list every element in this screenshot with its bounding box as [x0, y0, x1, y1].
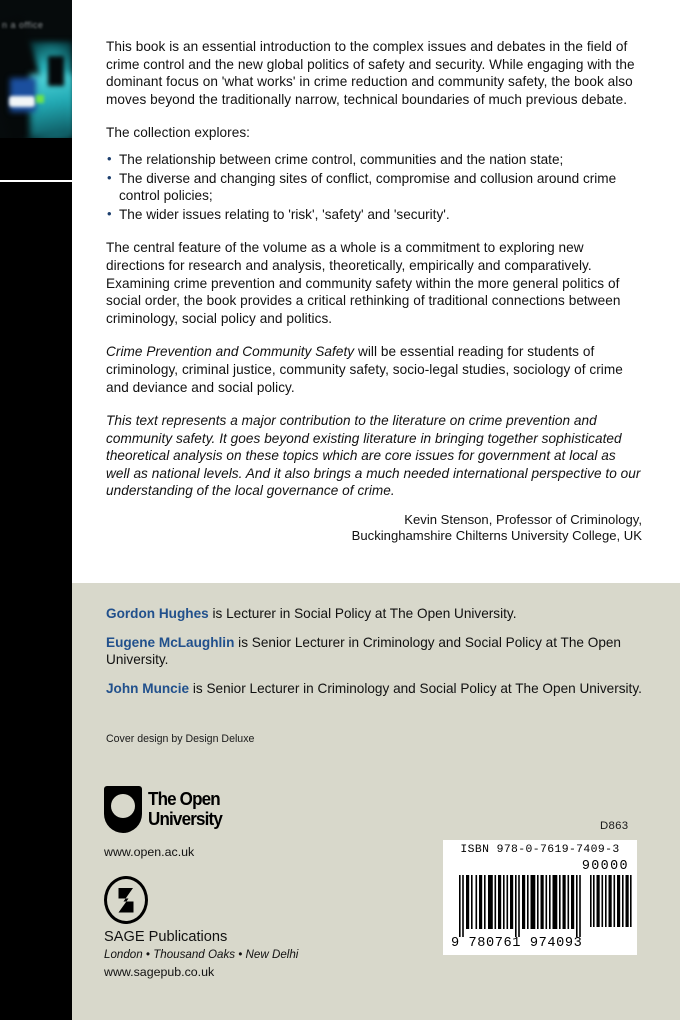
shield-circle-cutout [111, 794, 135, 818]
shield-icon [104, 786, 142, 833]
open-university-logo [104, 786, 324, 834]
ean-digits: 9 780761 974093 [451, 936, 583, 951]
spine-strip [0, 0, 72, 1020]
collection-explores-lead: The collection explores: [106, 125, 251, 141]
explores-list [106, 151, 642, 223]
sage-imprint-block [104, 928, 298, 980]
audience-paragraph [106, 343, 642, 396]
cover-photo-wrap [0, 0, 72, 138]
photo-dark-notch [48, 56, 64, 86]
author-bio [106, 634, 680, 669]
open-university-url[interactable]: www.open.ac.uk [104, 845, 195, 859]
photo-green-accent [36, 95, 44, 103]
author-bio [106, 680, 680, 698]
author-bio [106, 605, 680, 623]
spine-divider-rule [0, 180, 72, 182]
sage-logo [104, 876, 150, 926]
endorser-institution: Buckinghamshire Chilterns University College, UK [351, 528, 642, 544]
ean13-bars [459, 875, 581, 937]
author-description: is Lecturer in Social Policy at The Open University. [208, 606, 517, 621]
author-name: John Muncie [106, 680, 190, 696]
sage-publisher-name: SAGE Publications [104, 929, 228, 945]
photo-white-highlight [9, 96, 35, 107]
author-name: Eugene McLaughlin [106, 634, 235, 650]
list-item: • The relationship between crime control, communities and the nation state; [106, 151, 642, 169]
ou-wordmark-line1: The Open [148, 788, 220, 809]
author-description: is Senior Lecturer in Criminology and Social Policy at The Open University. [189, 680, 642, 696]
isbn-text: ISBN 978-0-7619-7409-3 [460, 844, 620, 856]
central-feature-paragraph: The central feature of the volume as a whole is a commitment to exploring new directions for research and analysis, theoretically, empirically and comparatively. Examining crime prevention and community safety within the more general politics of social order, the book provides a critical rethinking of traditional connections between criminology, social policy and politics. [106, 240, 621, 326]
endorsement-quote: This text represents a major contribution to the literature on crime prevention and community safety. It goes beyond existing literature in bringing together sophisticated theoretical analysis on these topics which are core issues for government at local as well as national levels. And it also brings a much needed international perspective to our understanding of the local governance of crime. [106, 413, 641, 499]
book-title-inline: Crime Prevention and Community Safety [106, 344, 355, 360]
list-item: • The diverse and changing sites of conflict, compromise and collusion around crime control policies; [106, 170, 642, 205]
course-code: D863 [600, 820, 629, 832]
sage-cities: London • Thousand Oaks • New Delhi [104, 948, 299, 961]
sage-s-icon [104, 876, 148, 924]
intro-paragraph: This book is an essential introduction to the complex issues and debates in the field of crime control and the new global politics of safety and security. While engaging with the dominant focus on 'what works' in crime reduction and community safety, the book also moves beyond the traditionally narrow, technical boundaries of much previous debate. [106, 39, 635, 107]
photo-signage-text: n a office [2, 20, 44, 30]
barcode-block [443, 840, 637, 955]
author-name: Gordon Hughes [106, 606, 209, 621]
open-university-wordmark [148, 789, 222, 828]
barcode-addon-bars [590, 875, 632, 927]
audience-paragraph-rest: will be essential reading for students of criminology, criminal justice, community safety, socio-legal studies, sociology of crime and deviance and social policy. [106, 344, 623, 395]
barcode-addon-value: 90000 [581, 859, 629, 874]
blurb-panel [72, 0, 680, 583]
endorser-name-title: Kevin Stenson, Professor of Criminology, [404, 512, 642, 528]
ou-wordmark-line2: University [148, 807, 223, 829]
author-description: is Senior Lecturer in Criminology and Social Policy at The Open University. [106, 634, 621, 668]
sage-url[interactable]: www.sagepub.co.uk [104, 965, 215, 979]
cover-design-credit: Cover design by Design Deluxe [106, 733, 255, 746]
list-item: • The wider issues relating to 'risk', 'safety' and 'security'. [106, 206, 642, 224]
